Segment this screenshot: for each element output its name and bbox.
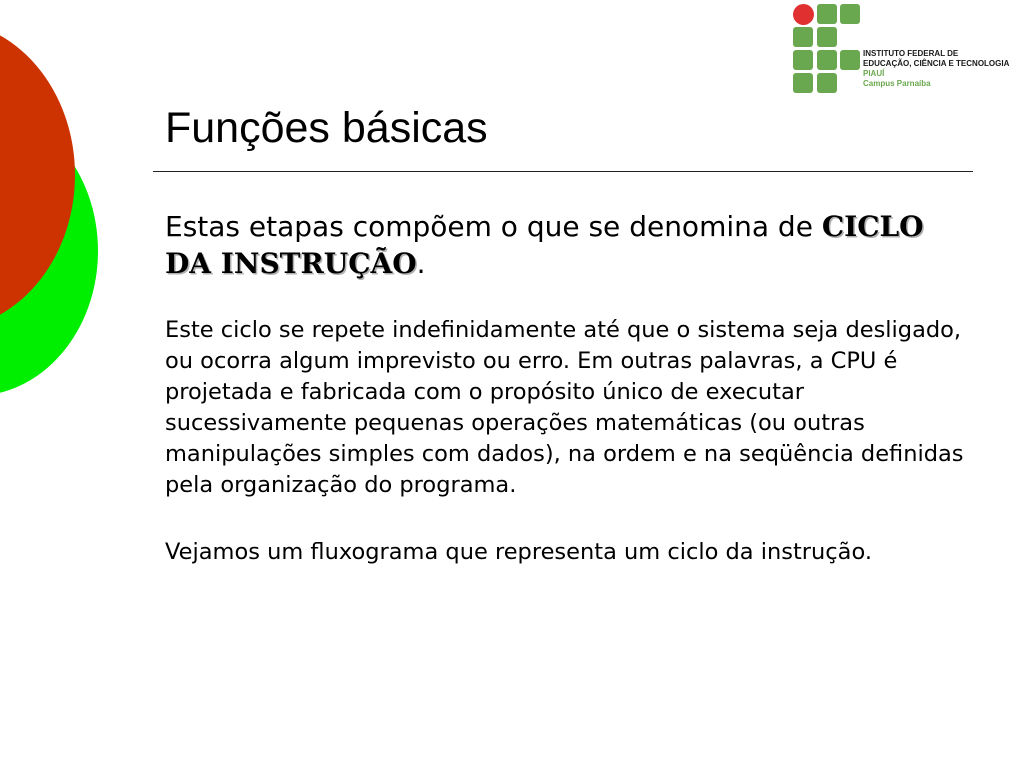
logo-square bbox=[817, 4, 837, 24]
logo-mark bbox=[793, 4, 863, 94]
logo-square bbox=[817, 73, 837, 93]
logo-line-campus: Campus Parnaíba bbox=[863, 79, 931, 88]
logo-text bbox=[863, 49, 1024, 89]
slide-title: Funções básicas bbox=[165, 104, 488, 152]
logo-square bbox=[793, 73, 813, 93]
institution-logo bbox=[793, 4, 1024, 96]
intro-text: Estas etapas compõem o que se denomina de bbox=[165, 210, 822, 243]
logo-line-state: PIAUÍ bbox=[863, 69, 885, 78]
intro-paragraph bbox=[165, 208, 970, 282]
intro-period: . bbox=[416, 247, 426, 280]
logo-line-institute: INSTITUTO FEDERAL DE bbox=[863, 49, 959, 58]
logo-square bbox=[793, 50, 813, 70]
logo-square bbox=[840, 50, 860, 70]
logo-square bbox=[817, 50, 837, 70]
logo-line-education: EDUCAÇÃO, CIÊNCIA E TECNOLOGIA bbox=[863, 59, 1010, 68]
logo-square bbox=[840, 4, 860, 24]
title-divider bbox=[153, 171, 973, 172]
logo-square bbox=[793, 27, 813, 47]
logo-square bbox=[817, 27, 837, 47]
cycle-description-paragraph: Este ciclo se repete indefinidamente até que o sistema seja desligado, ou ocorra algum imprevisto ou erro. Em outras palavras, a CPU é projetada e fabricada com o propósito único de executar sucessivamente pequenas operações matemáticas (ou outras manipulações simples com dados), na ordem e na seqüência definidas pela organização do programa. bbox=[165, 317, 964, 498]
flowchart-intro-paragraph: Vejamos um fluxograma que representa um ciclo da instrução. bbox=[165, 539, 872, 565]
instruction-cycle-term: CICLO DA INSTRUÇÃO bbox=[165, 210, 924, 280]
logo-red-dot bbox=[793, 4, 814, 25]
slide-body bbox=[165, 208, 970, 568]
